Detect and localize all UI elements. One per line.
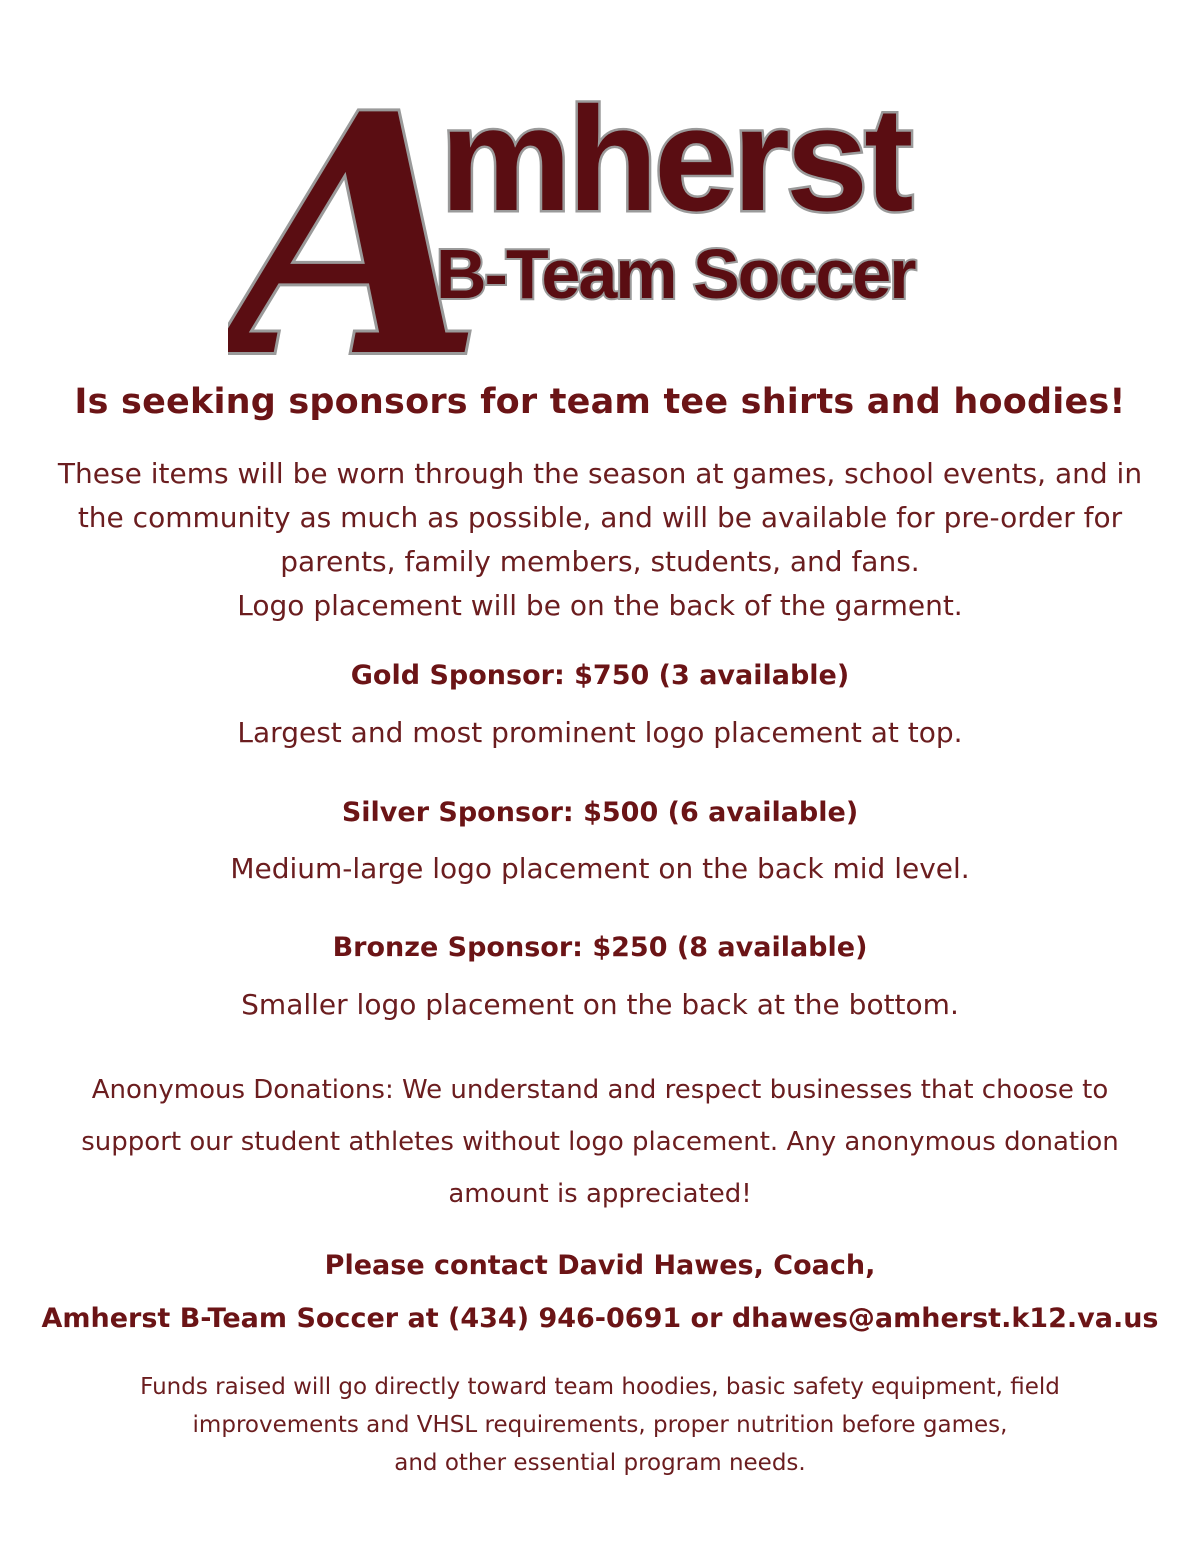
funds-note [40,1368,1160,1482]
logo-graphic [228,52,968,372]
anonymous-donations: Anonymous Donations: We understand and respect businesses that choose to support our student athletes without logo placement. Any anonymous donation amount is appreciated! [81,1075,1119,1209]
logo-subtitle: B-Team Soccer [436,235,915,313]
intro-line: These items will be worn through the season at games, school events, and in [57,457,1143,490]
intro-line: the community as much as possible, and will be available for pre-order for [77,501,1123,534]
funds-line: improvements and VHSL requirements, proper nutrition before games, [192,1412,1008,1438]
funds-line: Funds raised will go directly toward team hoodies, basic safety equipment, field [140,1374,1060,1400]
gold-sponsor-title: Gold Sponsor: $750 (3 available) [350,660,850,691]
intro-paragraph [40,452,1160,628]
logo-word: mherst [440,77,910,242]
headline: Is seeking sponsors for team tee shirts and hoodies! [74,382,1126,422]
funds-line: and other essential program needs. [394,1450,806,1476]
intro-line: Logo placement will be on the back of the garment. [237,589,963,622]
contact-line-2: Amherst B-Team Soccer at (434) 946-0691 or dhawes@amherst.k12.va.us [41,1303,1159,1334]
gold-sponsor-desc: Largest and most prominent logo placement at top. [237,716,963,749]
bronze-sponsor-title: Bronze Sponsor: $250 (8 available) [332,932,868,963]
intro-line: parents, family members, students, and fans. [280,545,920,578]
bronze-sponsor-desc: Smaller logo placement on the back at the bottom. [241,988,959,1021]
contact-line-1: Please contact David Hawes, Coach, [324,1250,876,1281]
silver-sponsor-desc: Medium-large logo placement on the back mid level. [230,852,970,885]
amherst-logo [228,52,968,372]
silver-sponsor-title: Silver Sponsor: $500 (6 available) [341,797,859,828]
logo-letter: A [228,52,485,372]
